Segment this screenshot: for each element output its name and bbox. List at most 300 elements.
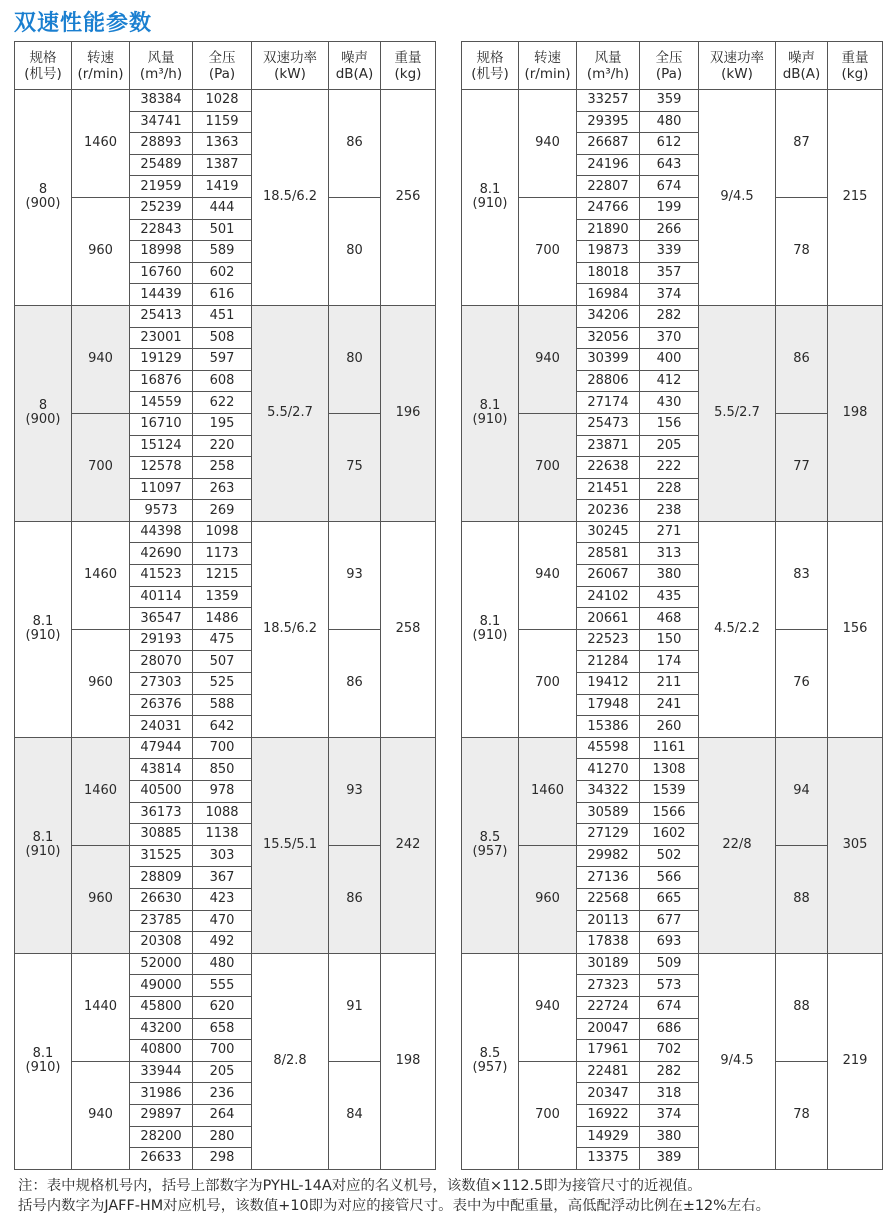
pressure-cell: 1566 bbox=[640, 802, 699, 824]
flow-cell: 29193 bbox=[130, 629, 193, 651]
table-row bbox=[15, 521, 436, 543]
model-cell: 8.1 (910) bbox=[15, 737, 72, 953]
pressure-cell: 258 bbox=[193, 457, 252, 479]
noise-cell: 78 bbox=[776, 197, 828, 305]
weight-cell: 258 bbox=[381, 521, 436, 737]
pressure-cell: 850 bbox=[193, 759, 252, 781]
flow-cell: 32056 bbox=[577, 327, 640, 349]
flow-cell: 28581 bbox=[577, 543, 640, 565]
flow-cell: 21890 bbox=[577, 219, 640, 241]
header-speed: 转速 (r/min) bbox=[519, 42, 577, 90]
pressure-cell: 220 bbox=[193, 435, 252, 457]
flow-cell: 20113 bbox=[577, 910, 640, 932]
power-cell: 18.5/6.2 bbox=[252, 90, 329, 306]
pressure-cell: 620 bbox=[193, 996, 252, 1018]
flow-cell: 33944 bbox=[130, 1061, 193, 1083]
flow-cell: 30399 bbox=[577, 349, 640, 371]
pressure-cell: 468 bbox=[640, 608, 699, 630]
pressure-cell: 566 bbox=[640, 867, 699, 889]
performance-table-right bbox=[461, 41, 883, 1170]
pressure-cell: 492 bbox=[193, 932, 252, 954]
speed-cell: 940 bbox=[519, 90, 577, 198]
pressure-cell: 1387 bbox=[193, 154, 252, 176]
model-cell: 8.1 (910) bbox=[462, 90, 519, 306]
pressure-cell: 616 bbox=[193, 284, 252, 306]
speed-cell: 700 bbox=[519, 197, 577, 305]
flow-cell: 34322 bbox=[577, 781, 640, 803]
pressure-cell: 1419 bbox=[193, 176, 252, 198]
header-noise: 噪声 dB(A) bbox=[776, 42, 828, 90]
power-cell: 9/4.5 bbox=[699, 90, 776, 306]
pressure-cell: 435 bbox=[640, 586, 699, 608]
flow-cell: 21284 bbox=[577, 651, 640, 673]
flow-cell: 26376 bbox=[130, 694, 193, 716]
pressure-cell: 222 bbox=[640, 457, 699, 479]
pressure-cell: 602 bbox=[193, 262, 252, 284]
flow-cell: 52000 bbox=[130, 953, 193, 975]
speed-cell: 700 bbox=[519, 629, 577, 737]
header-speed: 转速 (r/min) bbox=[72, 42, 130, 90]
weight-cell: 242 bbox=[381, 737, 436, 953]
noise-cell: 93 bbox=[329, 521, 381, 629]
pressure-cell: 1359 bbox=[193, 586, 252, 608]
noise-cell: 75 bbox=[329, 413, 381, 521]
header-noise: 噪声 dB(A) bbox=[329, 42, 381, 90]
flow-cell: 40114 bbox=[130, 586, 193, 608]
footnote-line-2: 括号内数字为JAFF-HM对应机号，该数值+10即为对应的接管尺寸。表中为中配重量，高低配浮动比例在±12%左右。 bbox=[18, 1198, 771, 1214]
flow-cell: 22724 bbox=[577, 996, 640, 1018]
pressure-cell: 1161 bbox=[640, 737, 699, 759]
flow-cell: 25413 bbox=[130, 305, 193, 327]
flow-cell: 29395 bbox=[577, 111, 640, 133]
flow-cell: 30189 bbox=[577, 953, 640, 975]
pressure-cell: 693 bbox=[640, 932, 699, 954]
flow-cell: 28893 bbox=[130, 133, 193, 155]
flow-cell: 47944 bbox=[130, 737, 193, 759]
pressure-cell: 380 bbox=[640, 565, 699, 587]
pressure-cell: 573 bbox=[640, 975, 699, 997]
noise-cell: 88 bbox=[776, 953, 828, 1061]
pressure-cell: 702 bbox=[640, 1040, 699, 1062]
flow-cell: 45598 bbox=[577, 737, 640, 759]
pressure-cell: 412 bbox=[640, 370, 699, 392]
pressure-cell: 674 bbox=[640, 996, 699, 1018]
model-cell: 8.5 (957) bbox=[462, 953, 519, 1169]
flow-cell: 19412 bbox=[577, 673, 640, 695]
noise-cell: 86 bbox=[329, 629, 381, 737]
flow-cell: 24766 bbox=[577, 197, 640, 219]
pressure-cell: 658 bbox=[193, 1018, 252, 1040]
pressure-cell: 263 bbox=[193, 478, 252, 500]
footnote bbox=[18, 1176, 770, 1216]
speed-cell: 1460 bbox=[72, 90, 130, 198]
pressure-cell: 264 bbox=[193, 1104, 252, 1126]
pressure-cell: 1215 bbox=[193, 565, 252, 587]
pressure-cell: 313 bbox=[640, 543, 699, 565]
performance-table-left bbox=[14, 41, 436, 1170]
flow-cell: 29982 bbox=[577, 845, 640, 867]
pressure-cell: 1098 bbox=[193, 521, 252, 543]
pressure-cell: 423 bbox=[193, 888, 252, 910]
flow-cell: 24102 bbox=[577, 586, 640, 608]
flow-cell: 13375 bbox=[577, 1148, 640, 1170]
flow-cell: 34741 bbox=[130, 111, 193, 133]
flow-cell: 28806 bbox=[577, 370, 640, 392]
pressure-cell: 480 bbox=[640, 111, 699, 133]
pressure-cell: 475 bbox=[193, 629, 252, 651]
flow-cell: 36173 bbox=[130, 802, 193, 824]
pressure-cell: 271 bbox=[640, 521, 699, 543]
table-row bbox=[462, 305, 883, 327]
flow-cell: 26633 bbox=[130, 1148, 193, 1170]
flow-cell: 44398 bbox=[130, 521, 193, 543]
weight-cell: 196 bbox=[381, 305, 436, 521]
flow-cell: 27303 bbox=[130, 673, 193, 695]
model-group bbox=[15, 305, 436, 521]
pressure-cell: 1159 bbox=[193, 111, 252, 133]
pressure-cell: 199 bbox=[640, 197, 699, 219]
pressure-cell: 205 bbox=[640, 435, 699, 457]
pressure-cell: 525 bbox=[193, 673, 252, 695]
flow-cell: 16760 bbox=[130, 262, 193, 284]
pressure-cell: 195 bbox=[193, 413, 252, 435]
pressure-cell: 597 bbox=[193, 349, 252, 371]
power-cell: 18.5/6.2 bbox=[252, 521, 329, 737]
flow-cell: 16876 bbox=[130, 370, 193, 392]
flow-cell: 28070 bbox=[130, 651, 193, 673]
flow-cell: 31525 bbox=[130, 845, 193, 867]
model-group bbox=[462, 737, 883, 953]
speed-cell: 1460 bbox=[519, 737, 577, 845]
table-row bbox=[15, 305, 436, 327]
speed-cell: 1460 bbox=[72, 737, 130, 845]
flow-cell: 17948 bbox=[577, 694, 640, 716]
pressure-cell: 400 bbox=[640, 349, 699, 371]
pressure-cell: 1088 bbox=[193, 802, 252, 824]
table-row bbox=[15, 197, 436, 219]
model-cell: 8.1 (910) bbox=[462, 305, 519, 521]
flow-cell: 24031 bbox=[130, 716, 193, 738]
noise-cell: 86 bbox=[329, 90, 381, 198]
model-cell: 8 (900) bbox=[15, 90, 72, 306]
pressure-cell: 266 bbox=[640, 219, 699, 241]
flow-cell: 24196 bbox=[577, 154, 640, 176]
flow-cell: 22481 bbox=[577, 1061, 640, 1083]
model-cell: 8.5 (957) bbox=[462, 737, 519, 953]
pressure-cell: 502 bbox=[640, 845, 699, 867]
noise-cell: 83 bbox=[776, 521, 828, 629]
weight-cell: 198 bbox=[381, 953, 436, 1169]
model-cell: 8.1 (910) bbox=[462, 521, 519, 737]
noise-cell: 93 bbox=[329, 737, 381, 845]
pressure-cell: 1308 bbox=[640, 759, 699, 781]
pressure-cell: 480 bbox=[193, 953, 252, 975]
flow-cell: 20236 bbox=[577, 500, 640, 522]
noise-cell: 94 bbox=[776, 737, 828, 845]
pressure-cell: 622 bbox=[193, 392, 252, 414]
flow-cell: 22843 bbox=[130, 219, 193, 241]
flow-cell: 25473 bbox=[577, 413, 640, 435]
flow-cell: 27129 bbox=[577, 824, 640, 846]
table-row bbox=[462, 737, 883, 759]
model-group bbox=[15, 737, 436, 953]
power-cell: 5.5/2.7 bbox=[252, 305, 329, 521]
speed-cell: 700 bbox=[519, 413, 577, 521]
flow-cell: 40500 bbox=[130, 781, 193, 803]
flow-cell: 15124 bbox=[130, 435, 193, 457]
pressure-cell: 238 bbox=[640, 500, 699, 522]
speed-cell: 960 bbox=[72, 845, 130, 953]
pressure-cell: 156 bbox=[640, 413, 699, 435]
weight-cell: 198 bbox=[828, 305, 883, 521]
model-cell: 8.1 (910) bbox=[15, 953, 72, 1169]
pressure-cell: 1138 bbox=[193, 824, 252, 846]
flow-cell: 18998 bbox=[130, 241, 193, 263]
header-model: 规格 (机号) bbox=[15, 42, 72, 90]
flow-cell: 29897 bbox=[130, 1104, 193, 1126]
speed-cell: 940 bbox=[72, 305, 130, 413]
flow-cell: 41270 bbox=[577, 759, 640, 781]
power-cell: 5.5/2.7 bbox=[699, 305, 776, 521]
pressure-cell: 451 bbox=[193, 305, 252, 327]
pressure-cell: 228 bbox=[640, 478, 699, 500]
flow-cell: 9573 bbox=[130, 500, 193, 522]
flow-cell: 26067 bbox=[577, 565, 640, 587]
flow-cell: 34206 bbox=[577, 305, 640, 327]
table-row bbox=[15, 953, 436, 975]
flow-cell: 19873 bbox=[577, 241, 640, 263]
power-cell: 15.5/5.1 bbox=[252, 737, 329, 953]
flow-cell: 14929 bbox=[577, 1126, 640, 1148]
pressure-cell: 1486 bbox=[193, 608, 252, 630]
flow-cell: 41523 bbox=[130, 565, 193, 587]
flow-cell: 27323 bbox=[577, 975, 640, 997]
pressure-cell: 174 bbox=[640, 651, 699, 673]
noise-cell: 91 bbox=[329, 953, 381, 1061]
header-model: 规格 (机号) bbox=[462, 42, 519, 90]
pressure-cell: 508 bbox=[193, 327, 252, 349]
header-weight: 重量 (kg) bbox=[381, 42, 436, 90]
flow-cell: 42690 bbox=[130, 543, 193, 565]
speed-cell: 960 bbox=[72, 629, 130, 737]
pressure-cell: 677 bbox=[640, 910, 699, 932]
speed-cell: 940 bbox=[72, 1061, 130, 1169]
flow-cell: 11097 bbox=[130, 478, 193, 500]
speed-cell: 960 bbox=[519, 845, 577, 953]
model-group bbox=[15, 90, 436, 306]
flow-cell: 43200 bbox=[130, 1018, 193, 1040]
pressure-cell: 374 bbox=[640, 284, 699, 306]
model-group bbox=[462, 953, 883, 1169]
pressure-cell: 357 bbox=[640, 262, 699, 284]
pressure-cell: 612 bbox=[640, 133, 699, 155]
flow-cell: 43814 bbox=[130, 759, 193, 781]
flow-cell: 36547 bbox=[130, 608, 193, 630]
flow-cell: 17961 bbox=[577, 1040, 640, 1062]
model-group bbox=[462, 90, 883, 306]
pressure-cell: 1173 bbox=[193, 543, 252, 565]
pressure-cell: 241 bbox=[640, 694, 699, 716]
header-power: 双速功率 (kW) bbox=[699, 42, 776, 90]
pressure-cell: 501 bbox=[193, 219, 252, 241]
power-cell: 8/2.8 bbox=[252, 953, 329, 1169]
flow-cell: 26687 bbox=[577, 133, 640, 155]
header-power: 双速功率 (kW) bbox=[252, 42, 329, 90]
flow-cell: 38384 bbox=[130, 90, 193, 112]
table-row bbox=[462, 1061, 883, 1083]
table-row bbox=[15, 413, 436, 435]
pressure-cell: 470 bbox=[193, 910, 252, 932]
flow-cell: 40800 bbox=[130, 1040, 193, 1062]
table-row bbox=[462, 629, 883, 651]
flow-cell: 18018 bbox=[577, 262, 640, 284]
pressure-cell: 211 bbox=[640, 673, 699, 695]
pressure-cell: 318 bbox=[640, 1083, 699, 1105]
pressure-cell: 380 bbox=[640, 1126, 699, 1148]
weight-cell: 215 bbox=[828, 90, 883, 306]
table-row bbox=[462, 90, 883, 112]
header-flow: 风量 (m³/h) bbox=[577, 42, 640, 90]
flow-cell: 26630 bbox=[130, 888, 193, 910]
pressure-cell: 589 bbox=[193, 241, 252, 263]
flow-cell: 16984 bbox=[577, 284, 640, 306]
pressure-cell: 367 bbox=[193, 867, 252, 889]
pressure-cell: 588 bbox=[193, 694, 252, 716]
pressure-cell: 430 bbox=[640, 392, 699, 414]
pressure-cell: 1028 bbox=[193, 90, 252, 112]
speed-cell: 940 bbox=[519, 521, 577, 629]
pressure-cell: 674 bbox=[640, 176, 699, 198]
pressure-cell: 700 bbox=[193, 1040, 252, 1062]
pressure-cell: 269 bbox=[193, 500, 252, 522]
pressure-cell: 260 bbox=[640, 716, 699, 738]
header-pressure: 全压 (Pa) bbox=[193, 42, 252, 90]
model-group bbox=[462, 305, 883, 521]
pressure-cell: 555 bbox=[193, 975, 252, 997]
model-cell: 8.1 (910) bbox=[15, 521, 72, 737]
pressure-cell: 686 bbox=[640, 1018, 699, 1040]
noise-cell: 86 bbox=[329, 845, 381, 953]
weight-cell: 256 bbox=[381, 90, 436, 306]
flow-cell: 23871 bbox=[577, 435, 640, 457]
noise-cell: 86 bbox=[776, 305, 828, 413]
footnote-line-1: 注：表中规格机号内，括号上部数字为PYHL-14A对应的名义机号，该数值×112.5即为接管尺寸的近视值。 bbox=[18, 1178, 702, 1194]
weight-cell: 305 bbox=[828, 737, 883, 953]
model-group bbox=[15, 953, 436, 1169]
pressure-cell: 642 bbox=[193, 716, 252, 738]
pressure-cell: 1602 bbox=[640, 824, 699, 846]
weight-cell: 156 bbox=[828, 521, 883, 737]
pressure-cell: 700 bbox=[193, 737, 252, 759]
header-weight: 重量 (kg) bbox=[828, 42, 883, 90]
pressure-cell: 280 bbox=[193, 1126, 252, 1148]
flow-cell: 19129 bbox=[130, 349, 193, 371]
speed-cell: 1440 bbox=[72, 953, 130, 1061]
flow-cell: 22807 bbox=[577, 176, 640, 198]
pressure-cell: 1363 bbox=[193, 133, 252, 155]
speed-cell: 700 bbox=[72, 413, 130, 521]
table-row bbox=[15, 845, 436, 867]
flow-cell: 30885 bbox=[130, 824, 193, 846]
table-row bbox=[462, 845, 883, 867]
weight-cell: 219 bbox=[828, 953, 883, 1169]
noise-cell: 80 bbox=[329, 305, 381, 413]
pressure-cell: 509 bbox=[640, 953, 699, 975]
table-row bbox=[15, 737, 436, 759]
flow-cell: 33257 bbox=[577, 90, 640, 112]
noise-cell: 77 bbox=[776, 413, 828, 521]
pressure-cell: 374 bbox=[640, 1104, 699, 1126]
pressure-cell: 978 bbox=[193, 781, 252, 803]
flow-cell: 21959 bbox=[130, 176, 193, 198]
flow-cell: 14559 bbox=[130, 392, 193, 414]
noise-cell: 80 bbox=[329, 197, 381, 305]
flow-cell: 30589 bbox=[577, 802, 640, 824]
table-row bbox=[462, 413, 883, 435]
table-row bbox=[15, 629, 436, 651]
power-cell: 22/8 bbox=[699, 737, 776, 953]
pressure-cell: 444 bbox=[193, 197, 252, 219]
flow-cell: 23001 bbox=[130, 327, 193, 349]
flow-cell: 22568 bbox=[577, 888, 640, 910]
pressure-cell: 303 bbox=[193, 845, 252, 867]
flow-cell: 15386 bbox=[577, 716, 640, 738]
speed-cell: 700 bbox=[519, 1061, 577, 1169]
pressure-cell: 298 bbox=[193, 1148, 252, 1170]
flow-cell: 28200 bbox=[130, 1126, 193, 1148]
pressure-cell: 643 bbox=[640, 154, 699, 176]
flow-cell: 23785 bbox=[130, 910, 193, 932]
flow-cell: 17838 bbox=[577, 932, 640, 954]
model-cell: 8 (900) bbox=[15, 305, 72, 521]
flow-cell: 45800 bbox=[130, 996, 193, 1018]
speed-cell: 940 bbox=[519, 953, 577, 1061]
flow-cell: 20347 bbox=[577, 1083, 640, 1105]
flow-cell: 25489 bbox=[130, 154, 193, 176]
page-title: 双速性能参数 bbox=[14, 11, 153, 36]
speed-cell: 960 bbox=[72, 197, 130, 305]
noise-cell: 76 bbox=[776, 629, 828, 737]
pressure-cell: 389 bbox=[640, 1148, 699, 1170]
noise-cell: 87 bbox=[776, 90, 828, 198]
flow-cell: 49000 bbox=[130, 975, 193, 997]
noise-cell: 78 bbox=[776, 1061, 828, 1169]
table-row bbox=[462, 521, 883, 543]
flow-cell: 31986 bbox=[130, 1083, 193, 1105]
model-group bbox=[462, 521, 883, 737]
flow-cell: 28809 bbox=[130, 867, 193, 889]
power-cell: 9/4.5 bbox=[699, 953, 776, 1169]
table-row bbox=[15, 90, 436, 112]
pressure-cell: 507 bbox=[193, 651, 252, 673]
flow-cell: 20661 bbox=[577, 608, 640, 630]
flow-cell: 14439 bbox=[130, 284, 193, 306]
flow-cell: 12578 bbox=[130, 457, 193, 479]
pressure-cell: 205 bbox=[193, 1061, 252, 1083]
pressure-cell: 608 bbox=[193, 370, 252, 392]
pressure-cell: 359 bbox=[640, 90, 699, 112]
pressure-cell: 282 bbox=[640, 305, 699, 327]
flow-cell: 25239 bbox=[130, 197, 193, 219]
table-row bbox=[462, 953, 883, 975]
flow-cell: 16710 bbox=[130, 413, 193, 435]
flow-cell: 22638 bbox=[577, 457, 640, 479]
pressure-cell: 282 bbox=[640, 1061, 699, 1083]
table-row bbox=[15, 1061, 436, 1083]
flow-cell: 27136 bbox=[577, 867, 640, 889]
table-row bbox=[462, 197, 883, 219]
flow-cell: 20047 bbox=[577, 1018, 640, 1040]
